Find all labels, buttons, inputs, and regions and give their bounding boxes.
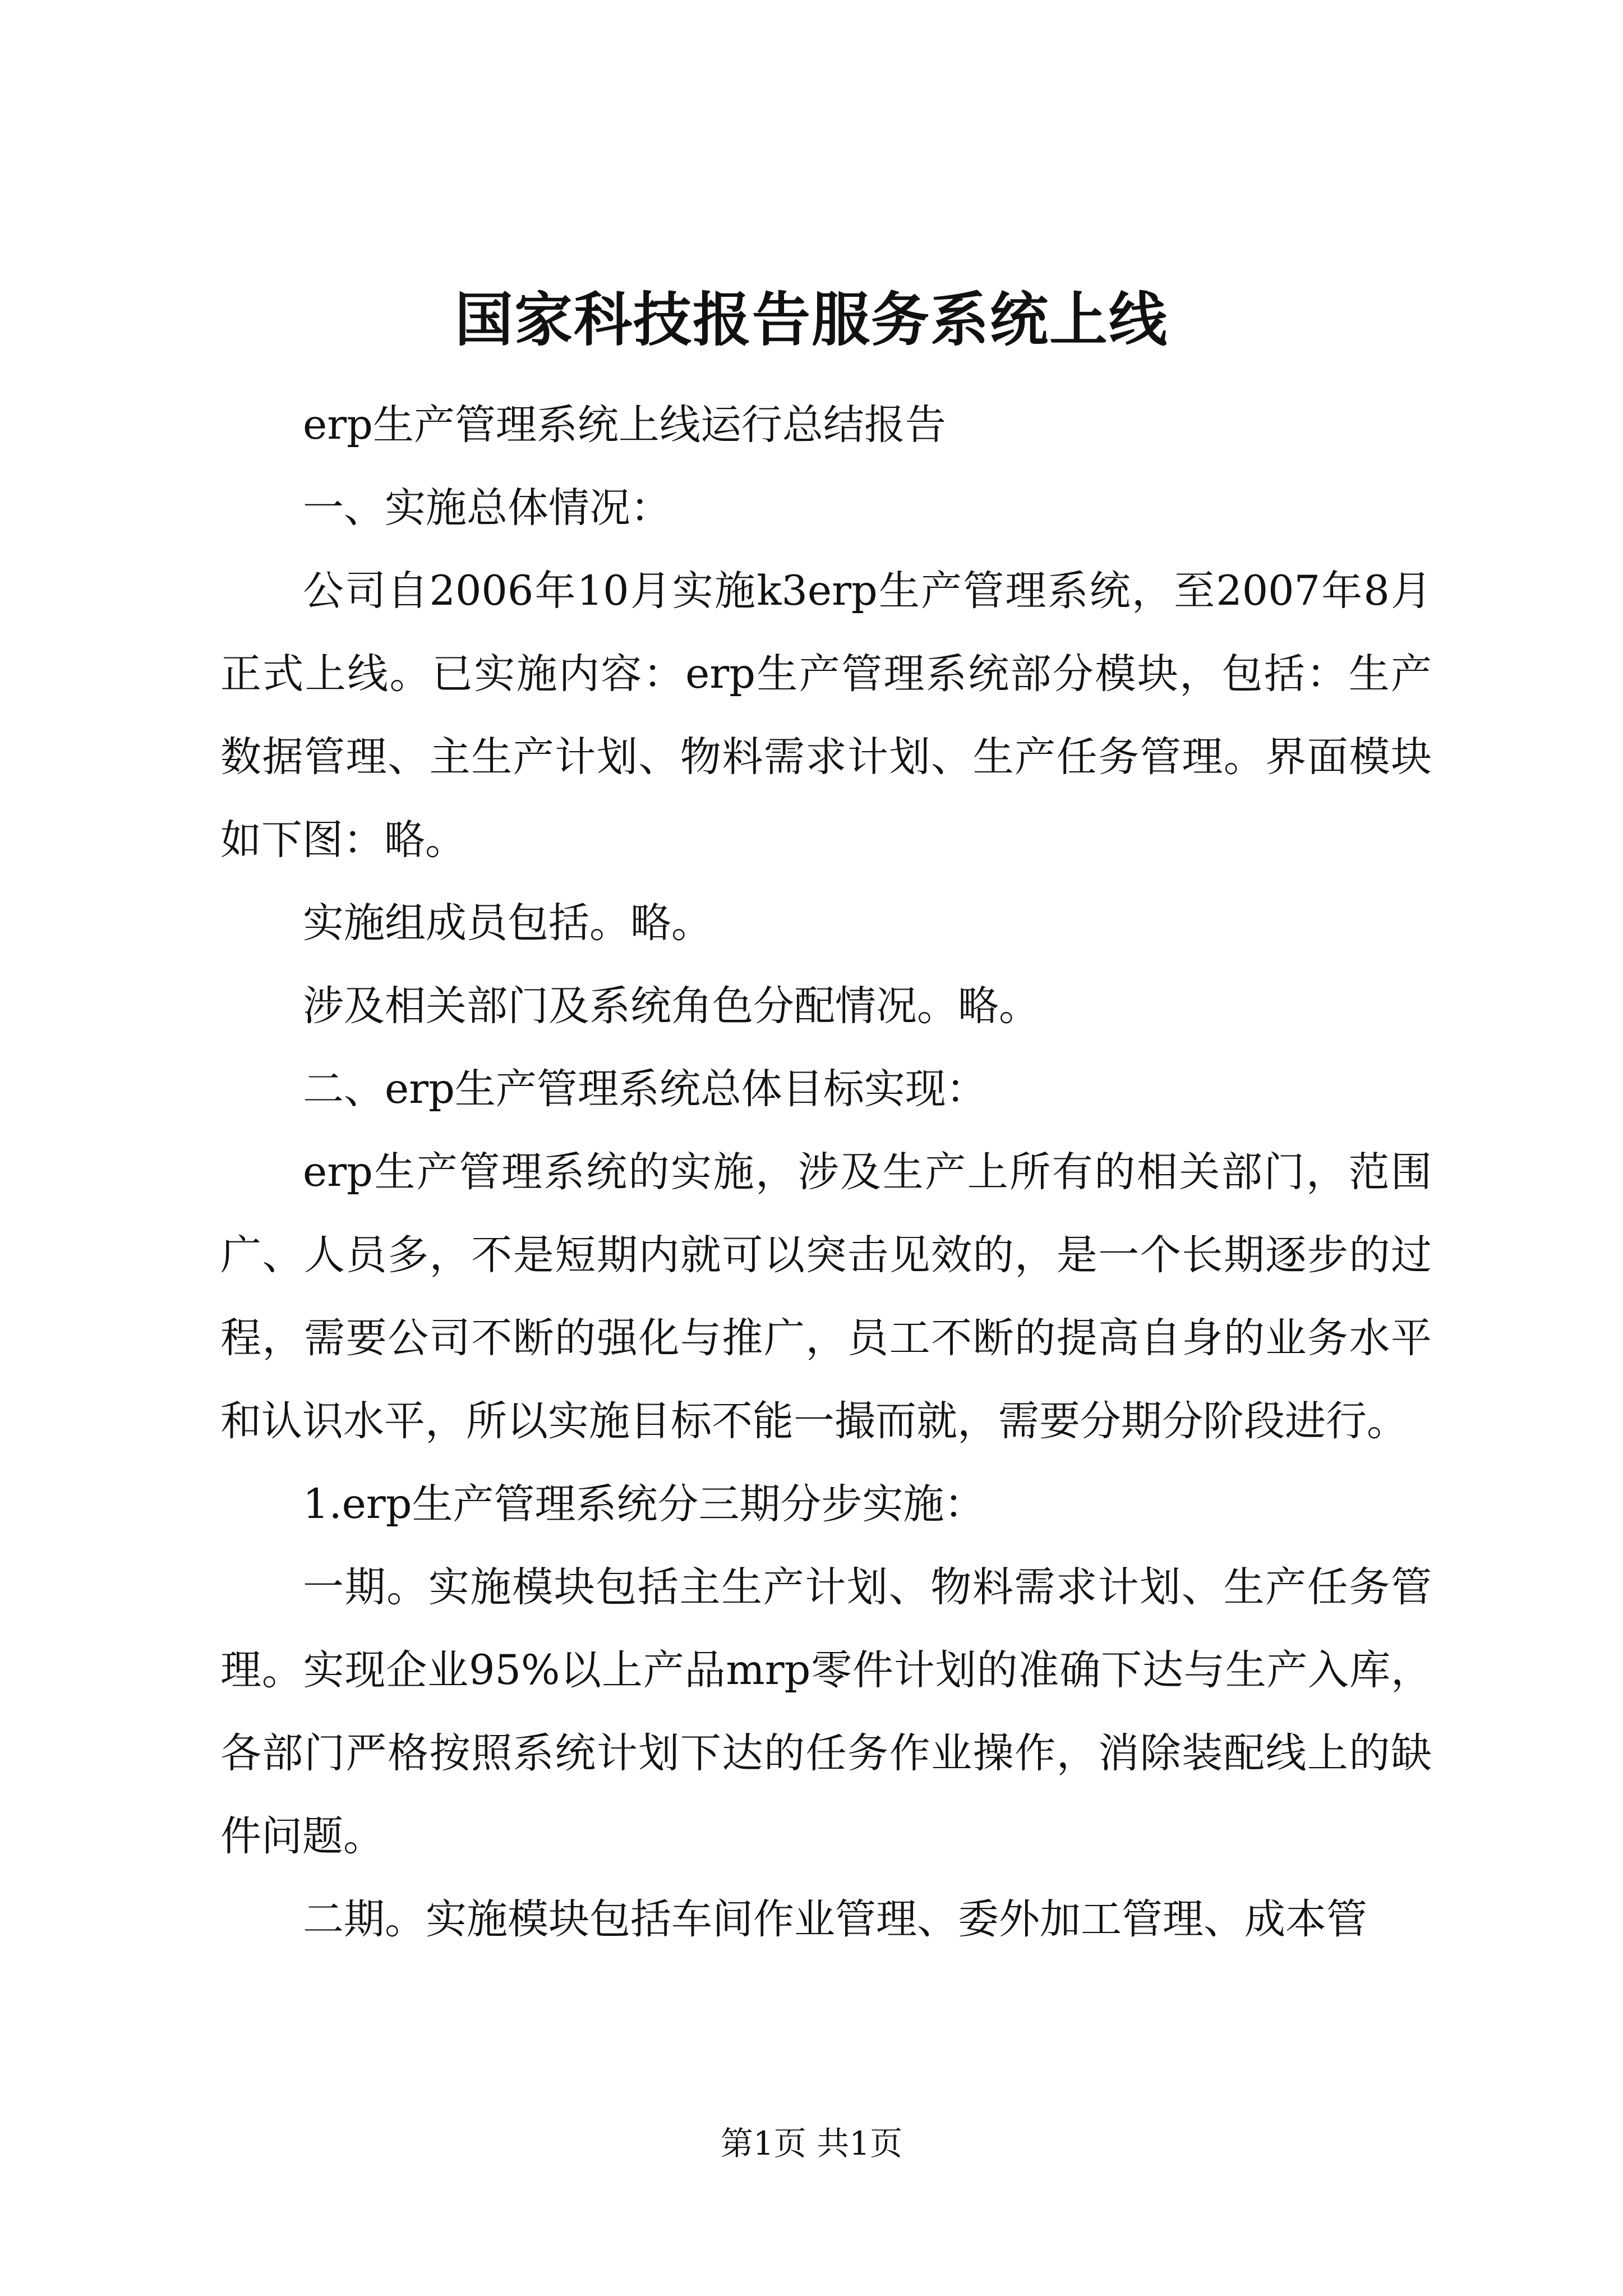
report-subtitle: erp生产管理系统上线运行总结报告 [303,401,946,449]
paragraph-phase-two: 二期。实施模块包括车间作业管理、委外加工管理、成本管 [303,1895,1367,1943]
paragraph-phase-one: 一期。实施模块包括主生产计划、物料需求计划、生产任务管理。实现企业95%以上产品mrp零件计划的准确下达与生产入库，各部门严格按照系统计划下达的任务作业操作，消除装配线上的缺件问题。 [220,1563,1432,1860]
paragraph-overall-goal: erp生产管理系统的实施，涉及生产上所有的相关部门，范围广、人员多，不是短期内就可以突击见效的，是一个长期逐步的过程，需要公司不断的强化与推广，员工不断的提高自身的业务水平和认识水平，所以实施目标不能一撮而就，需要分期分阶段进行。 [220,1148,1432,1445]
subsection-heading-1: 1.erp生产管理系统分三期分步实施： [303,1480,985,1528]
document-body [220,384,1432,1961]
section-heading-1: 一、实施总体情况： [303,484,671,532]
page-number-footer: 第1页 共1页 [720,2124,903,2162]
section-heading-2: 二、erp生产管理系统总体目标实现： [303,1065,987,1113]
paragraph-implementation: 公司自2006年10月实施k3erp生产管理系统，至2007年8月正式上线。已实施内容：erp生产管理系统部分模块，包括：生产数据管理、主生产计划、物料需求计划、生产任务管理。界面模块如下图：略。 [220,567,1432,864]
document-title: 国家科技报告服务系统上线 [454,286,1168,354]
paragraph-departments: 涉及相关部门及系统角色分配情况。略。 [303,982,1040,1030]
paragraph-team-members: 实施组成员包括。略。 [303,899,712,947]
